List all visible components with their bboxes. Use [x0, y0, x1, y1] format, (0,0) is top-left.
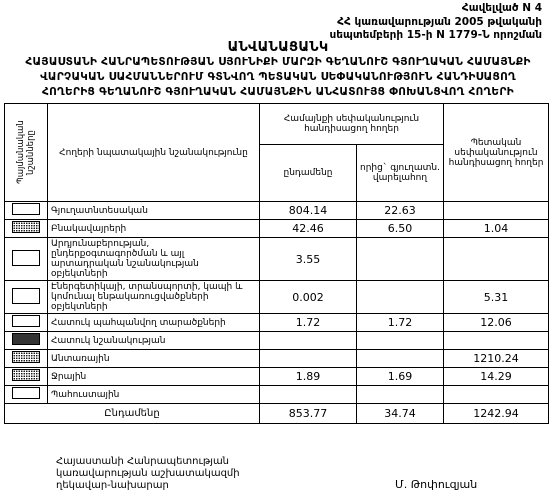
legend-symbol — [5, 386, 48, 404]
state-value: 5.31 — [444, 281, 549, 314]
community-total — [260, 386, 357, 404]
table-row — [5, 350, 549, 368]
header-community: Համայնքի սեփականություն հանդիսացող հողեր — [260, 104, 444, 145]
legend-symbol — [5, 281, 48, 314]
community-total: 1.89 — [260, 368, 357, 386]
state-value: 1210.24 — [444, 350, 549, 368]
header-symbol: Պայմանական նշանները — [5, 104, 48, 202]
table-row — [5, 368, 549, 386]
state-value — [444, 202, 549, 220]
doc-subtitle-2: ՎԱՐՉԱԿԱՆ ՍԱՀՄԱՆՆԵՐՈՒՄ ԳՏՆՎՈՂ ՊԵՏԱԿԱՆ ՍԵՓԱԿԱՆՈՒԹՅՈՒՆ ՀԱՆԴԻՍԱՑՈՂ — [40, 71, 516, 83]
community-agri — [357, 386, 444, 404]
state-value — [444, 332, 549, 350]
doc-title: ԱՆՎԱՆԱՑԱՆԿ — [227, 40, 329, 55]
table-row — [5, 314, 549, 332]
community-agri: 6.50 — [357, 220, 444, 238]
land-category: Էներգետիկայի, տրանսպորտի, կապի և կոմունալ ենթակառուցվածքների օբյեկտների — [48, 281, 260, 314]
legend-swatch-icon — [12, 250, 40, 266]
community-total — [260, 332, 357, 350]
signer-name: Մ. Թոփուզյան — [395, 478, 478, 491]
state-value: 14.29 — [444, 368, 549, 386]
land-category: Անտառային — [48, 350, 260, 368]
community-total: 3.55 — [260, 238, 357, 281]
legend-symbol — [5, 332, 48, 350]
land-table — [4, 103, 549, 424]
community-agri — [357, 332, 444, 350]
header-state: Պետական սեփականություն հանդիսացող հողեր — [444, 104, 549, 202]
state-value — [444, 238, 549, 281]
land-category: Բնակավայրերի — [48, 220, 260, 238]
land-category: Ջրային — [48, 368, 260, 386]
table-row — [5, 238, 549, 281]
community-total: 1.72 — [260, 314, 357, 332]
total-label: Ընդամենը — [5, 404, 260, 424]
decree-line-1: ՀՀ կառավարության 2005 թվականի — [337, 16, 542, 28]
header-category: Հողերի նպատակային նշանակությունը — [48, 104, 260, 202]
community-agri — [357, 281, 444, 314]
community-agri: 22.63 — [357, 202, 444, 220]
total-row — [5, 404, 549, 424]
legend-swatch-icon — [12, 369, 40, 381]
signer-line-2: կառավարության աշխատակազմի — [56, 468, 240, 479]
state-value: 1.04 — [444, 220, 549, 238]
legend-swatch-icon — [12, 315, 40, 327]
table-row — [5, 202, 549, 220]
community-agri: 1.72 — [357, 314, 444, 332]
legend-symbol — [5, 238, 48, 281]
land-category: Արդյունաբերության, ընդերքօգտագործման և այլ արտադրական նշանակության օբյեկտների — [48, 238, 260, 281]
legend-swatch-icon — [12, 351, 40, 363]
community-agri — [357, 350, 444, 368]
legend-symbol — [5, 350, 48, 368]
legend-symbol — [5, 368, 48, 386]
community-total: 0.002 — [260, 281, 357, 314]
decree-line-2: սեպտեմբերի 15-ի N 1779-Ն որոշման — [329, 29, 542, 41]
community-total: 804.14 — [260, 202, 357, 220]
land-category: Գյուղատնտեսական — [48, 202, 260, 220]
total-total: 853.77 — [260, 404, 357, 424]
legend-swatch-icon — [12, 333, 40, 345]
community-total — [260, 350, 357, 368]
legend-swatch-icon — [12, 288, 40, 304]
legend-swatch-icon — [12, 387, 40, 399]
table-row — [5, 332, 549, 350]
legend-swatch-icon — [12, 221, 40, 233]
signer-line-3: ղեկավար-նախարար — [56, 480, 169, 491]
legend-symbol — [5, 314, 48, 332]
signer-line-1: Հայաստանի Հանրապետության — [56, 456, 230, 467]
annex-label: Հավելված N 4 — [461, 2, 542, 14]
land-category: Պահուստային — [48, 386, 260, 404]
doc-subtitle-3: ՀՈՂԵՐԻՑ ԳԵՂԱՆՈՒՇ ԳՅՈՒՂԱԿԱՆ ՀԱՄԱՅՆՔԻՆ ԱՆՀԱՏՈՒՅՑ ՓՈԽԱՆՑՎՈՂ ՀՈՂԵՐԻ — [42, 86, 514, 98]
community-total: 42.46 — [260, 220, 357, 238]
legend-symbol — [5, 220, 48, 238]
state-value: 12.06 — [444, 314, 549, 332]
community-agri — [357, 238, 444, 281]
table-row — [5, 281, 549, 314]
header-total: ընդամենը — [260, 145, 357, 202]
state-value — [444, 386, 549, 404]
land-category: Հատուկ պահպանվող տարածքների — [48, 314, 260, 332]
table-row — [5, 386, 549, 404]
community-agri: 1.69 — [357, 368, 444, 386]
total-agri: 34.74 — [357, 404, 444, 424]
doc-subtitle-1: ՀԱՅԱՍՏԱՆԻ ՀԱՆՐԱՊԵՏՈՒԹՅԱՆ ՍՅՈՒՆԻՔԻ ՄԱՐԶԻ ԳԵՂԱՆՈՒՇ ԳՅՈՒՂԱԿԱՆ ՀԱՄԱՅՆՔԻ — [25, 56, 531, 68]
legend-symbol — [5, 202, 48, 220]
land-category: Հատուկ նշանակության — [48, 332, 260, 350]
total-state: 1242.94 — [444, 404, 549, 424]
legend-swatch-icon — [12, 203, 40, 215]
table-row — [5, 220, 549, 238]
header-agri: որից` գյուղատն. վարելահող — [357, 145, 444, 202]
